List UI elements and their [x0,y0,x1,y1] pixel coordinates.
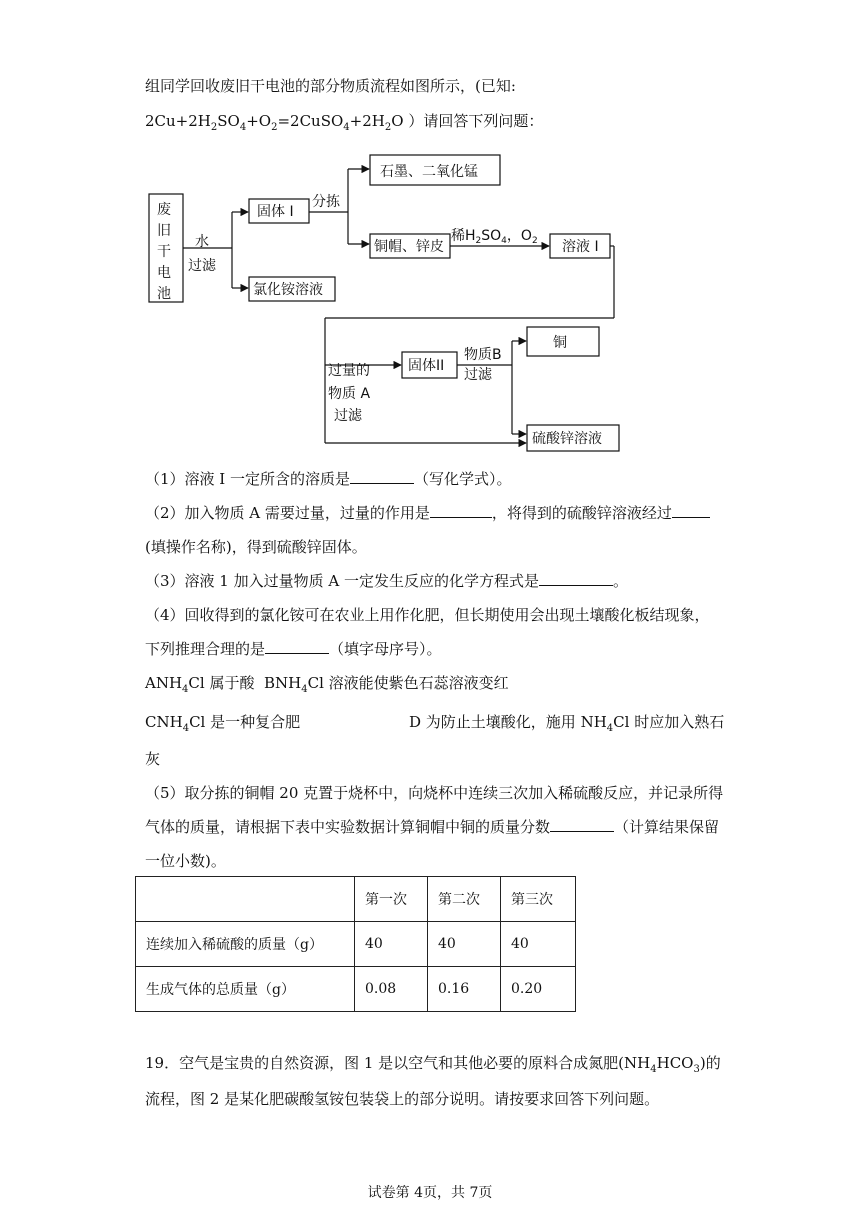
table-row [136,967,576,1012]
table-cell: 第一次 [355,877,428,922]
solid1-label: 固体 I [257,204,294,220]
svg-text:废: 废 [157,202,171,218]
filter-label: 过滤 [188,258,216,274]
question-3: （3）溶液 1 加入过量物质 A 一定发生反应的化学方程式是 。 [145,572,629,590]
solid2-label: 固体II [408,358,445,374]
page-footer: 试卷第 4页，共 7页 [367,1185,493,1201]
table-cell: 0.08 [355,967,428,1012]
question-5: （5）取分拣的铜帽 20 克置于烧杯中，向烧杯中连续三次加入稀硫酸反应，并记录所得 [145,784,724,802]
excess-a-label [328,363,370,424]
option-c: $CNH_4Cl$ 是一种复合肥 [145,713,301,734]
question-19-cont: 流程，图 2 是某化肥碳酸氢铵包装袋上的部分说明。请按要求回答下列问题。 [145,1090,660,1108]
svg-text:电: 电 [157,265,171,281]
intro-line: 组同学回收废旧干电池的部分物质流程如图所示，(已知: [145,77,516,95]
question-5-cont: 气体的质量，请根据下表中实验数据计算铜帽中铜的质量分数 （计算结果保留 [145,818,720,836]
solution1-label: 溶液 I [562,239,599,255]
copper-label: 铜 [553,335,567,351]
water-label: 水 [195,234,209,250]
table-cell: 40 [355,922,428,967]
table-cell: 第三次 [501,877,576,922]
svg-text:过量的: 过量的 [328,363,370,379]
option-d-cont: 灰 [145,750,161,768]
graphite-label: 石墨、二氧化锰 [380,164,478,180]
question-2-cont: (填操作名称)，得到硫酸锌固体。 [145,538,367,556]
table-cell: 连续加入稀硫酸的质量（g） [136,922,355,967]
flow-diagram [140,146,630,456]
question-19: 19．空气是宝贵的自然资源，图 1 是以空气和其他必要的原料合成氮肥$(NH_4HCO_3)$的 [145,1054,721,1075]
question-5-end: 一位小数)。 [145,852,226,870]
table-cell: 0.20 [501,967,576,1012]
svg-text:旧: 旧 [157,223,171,239]
table-cell [136,877,355,922]
question-1: （1）溶液 I 一定所含的溶质是 （写化学式）。 [145,470,512,488]
acid-label: 稀$H_2SO_4$，$O_2$ [451,228,538,246]
question-2: （2）加入物质 A 需要过量，过量的作用是 ，将得到的硫酸锌溶液经过 [145,503,710,523]
question-4-cont: 下列推理合理的是 （填字母序号）。 [145,640,442,658]
table-row [136,877,576,922]
option-d: D 为防止土壤酸化，施用 $NH_4Cl$ 时应加入熟石 [409,713,725,734]
table-cell: 40 [428,922,501,967]
table-cell: 生成气体的总质量（g） [136,967,355,1012]
sort-label: 分拣 [312,194,340,210]
options-ab: $ANH_4Cl$ 属于酸 $BNH_4Cl$ 溶液能使紫色石蕊溶液变红 [145,674,509,695]
table-cell: 0.16 [428,967,501,1012]
table-row [136,922,576,967]
svg-text:干: 干 [157,244,171,260]
svg-text:过滤: 过滤 [464,367,492,383]
ammonium-label: 氯化铵溶液 [253,282,323,298]
zinc-sulfate-label: 硫酸锌溶液 [532,431,602,447]
table-cell: 40 [501,922,576,967]
question-4: （4）回收得到的氯化铵可在农业上用作化肥，但长期使用会出现土壤酸化板结现象， [145,606,710,624]
copper-zinc-label: 铜帽、锌皮 [374,239,444,255]
experiment-table [135,876,576,1012]
table-cell: 第二次 [428,877,501,922]
svg-text:过滤: 过滤 [334,408,362,424]
battery-label [157,202,171,302]
svg-text:物质B: 物质B [464,347,502,363]
svg-text:物质 A: 物质 A [328,386,371,402]
known-equation: $2Cu+2H_2SO_4+O_2=2CuSO_4+2H_2O$ ）请回答下列问题： [145,112,544,133]
svg-text:池: 池 [157,286,171,302]
